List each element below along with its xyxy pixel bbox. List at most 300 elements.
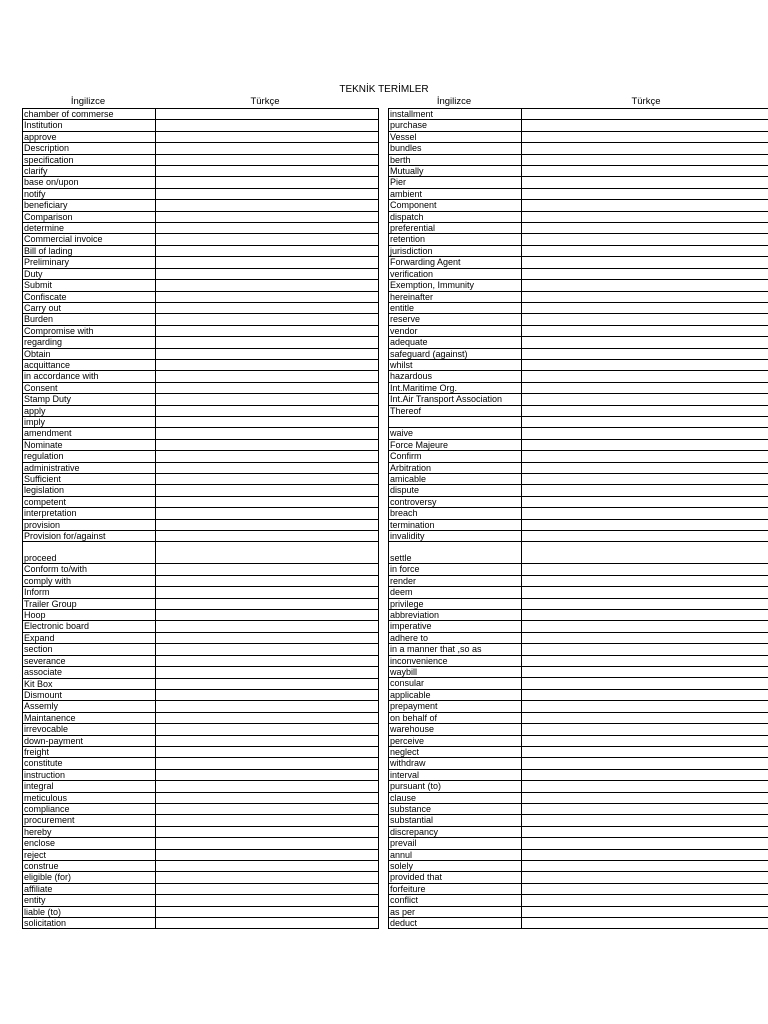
turkish-translation-cell[interactable]: [521, 348, 768, 359]
turkish-translation-cell[interactable]: [521, 598, 768, 609]
turkish-translation-cell[interactable]: [156, 211, 379, 222]
turkish-translation-cell[interactable]: [156, 724, 379, 735]
table-row: [23, 177, 379, 188]
turkish-translation-cell[interactable]: [156, 872, 379, 883]
english-term-cell: Maintanence: [23, 712, 156, 723]
english-term-cell: enclose: [23, 838, 156, 849]
turkish-translation-cell[interactable]: [521, 610, 768, 621]
turkish-translation-cell[interactable]: [156, 803, 379, 814]
turkish-translation-cell[interactable]: [156, 314, 379, 325]
table-row: [389, 394, 768, 405]
table-row: [389, 371, 768, 382]
english-term-cell: Int.Air Transport Association: [389, 394, 522, 405]
turkish-translation-cell[interactable]: [156, 758, 379, 769]
turkish-translation-cell[interactable]: [156, 177, 379, 188]
turkish-translation-cell[interactable]: [521, 257, 768, 268]
table-row: [389, 564, 768, 575]
table-row: [389, 519, 768, 530]
english-term-cell: amendment: [23, 428, 156, 439]
turkish-translation-cell[interactable]: [156, 348, 379, 359]
turkish-translation-cell[interactable]: [521, 689, 768, 700]
turkish-translation-cell[interactable]: [521, 302, 768, 313]
turkish-translation-cell[interactable]: [156, 302, 379, 313]
table-row: [389, 724, 768, 735]
table-row: [389, 302, 768, 313]
turkish-translation-cell[interactable]: [521, 531, 768, 542]
turkish-translation-cell[interactable]: [521, 895, 768, 906]
turkish-translation-cell[interactable]: [521, 428, 768, 439]
page-title: TEKNİK TERİMLER: [339, 84, 429, 95]
table-row: [389, 143, 768, 154]
english-term-cell: associate: [23, 667, 156, 678]
english-term-cell: proceed: [23, 542, 156, 564]
table-row: [23, 883, 379, 894]
english-term-cell: vendor: [389, 325, 522, 336]
turkish-translation-cell[interactable]: [521, 758, 768, 769]
table-row: [389, 166, 768, 177]
english-term-cell: apply: [23, 405, 156, 416]
turkish-translation-cell[interactable]: [156, 667, 379, 678]
left-column-headers: [22, 96, 379, 108]
table-row: [23, 769, 379, 780]
english-term-cell: in a manner that ,so as: [389, 644, 522, 655]
turkish-translation-cell[interactable]: [521, 462, 768, 473]
table-row: [23, 371, 379, 382]
english-term-cell: Inform: [23, 587, 156, 598]
english-term-cell: beneficiary: [23, 200, 156, 211]
table-row: [23, 348, 379, 359]
turkish-translation-cell[interactable]: [521, 587, 768, 598]
english-term-cell: amicable: [389, 473, 522, 484]
turkish-translation-cell[interactable]: [156, 861, 379, 872]
turkish-translation-cell[interactable]: [156, 587, 379, 598]
english-term-cell: Stamp Duty: [23, 394, 156, 405]
turkish-translation-cell[interactable]: [156, 531, 379, 542]
table-row: [23, 268, 379, 279]
table-row: [23, 918, 379, 929]
english-term-cell: meticulous: [23, 792, 156, 803]
left-terms-table: [22, 108, 379, 929]
english-term-cell: reject: [23, 849, 156, 860]
english-term-cell: prepayment: [389, 701, 522, 712]
english-term-cell: Vessel: [389, 131, 522, 142]
turkish-translation-cell[interactable]: [156, 280, 379, 291]
english-term-cell: waive: [389, 428, 522, 439]
turkish-translation-cell[interactable]: [521, 872, 768, 883]
english-term-cell: Confiscate: [23, 291, 156, 302]
left-glossary-block: [22, 96, 379, 929]
english-term-cell: as per: [389, 906, 522, 917]
english-term-cell: Provision for/against: [23, 531, 156, 542]
table-row: [389, 644, 768, 655]
turkish-translation-cell[interactable]: [521, 245, 768, 256]
turkish-translation-cell[interactable]: [521, 337, 768, 348]
english-term-cell: clause: [389, 792, 522, 803]
turkish-translation-cell[interactable]: [521, 154, 768, 165]
turkish-translation-cell[interactable]: [521, 575, 768, 586]
english-term-cell: Assemly: [23, 701, 156, 712]
turkish-translation-cell[interactable]: [156, 689, 379, 700]
turkish-translation-cell[interactable]: [156, 451, 379, 462]
turkish-translation-cell[interactable]: [156, 678, 379, 689]
english-term-cell: section: [23, 644, 156, 655]
table-row: [23, 109, 379, 120]
table-row: [23, 211, 379, 222]
turkish-translation-cell[interactable]: [521, 906, 768, 917]
table-row: [23, 531, 379, 542]
table-row: [389, 895, 768, 906]
english-term-cell: deduct: [389, 918, 522, 929]
turkish-translation-cell[interactable]: [156, 143, 379, 154]
turkish-translation-cell[interactable]: [156, 428, 379, 439]
english-term-cell: substance: [389, 803, 522, 814]
turkish-translation-cell[interactable]: [521, 519, 768, 530]
turkish-translation-cell[interactable]: [521, 211, 768, 222]
english-term-cell: purchase: [389, 120, 522, 131]
turkish-translation-cell[interactable]: [521, 291, 768, 302]
turkish-translation-cell[interactable]: [156, 154, 379, 165]
turkish-translation-cell[interactable]: [521, 371, 768, 382]
table-row: [23, 701, 379, 712]
turkish-translation-cell[interactable]: [521, 280, 768, 291]
turkish-translation-cell[interactable]: [156, 234, 379, 245]
english-term-cell: controversy: [389, 496, 522, 507]
turkish-translation-cell[interactable]: [521, 621, 768, 632]
turkish-translation-cell[interactable]: [156, 474, 379, 485]
turkish-translation-cell[interactable]: [156, 337, 379, 348]
turkish-translation-cell[interactable]: [521, 781, 768, 792]
english-term-cell: determine: [23, 223, 156, 234]
turkish-translation-cell[interactable]: [521, 223, 768, 234]
turkish-translation-cell[interactable]: [521, 803, 768, 814]
table-row: [23, 689, 379, 700]
turkish-translation-cell[interactable]: [521, 701, 768, 712]
table-row: [23, 575, 379, 586]
turkish-translation-cell[interactable]: [156, 131, 379, 142]
turkish-translation-cell[interactable]: [521, 394, 768, 405]
table-row: [389, 769, 768, 780]
turkish-translation-cell[interactable]: [156, 621, 379, 632]
table-row: [389, 496, 768, 507]
table-row: [23, 792, 379, 803]
turkish-translation-cell[interactable]: [156, 109, 379, 120]
english-term-cell: verification: [389, 268, 522, 279]
turkish-translation-cell[interactable]: [521, 678, 768, 689]
english-term-cell: dispatch: [389, 211, 522, 222]
english-term-cell: in force: [389, 564, 522, 575]
turkish-translation-cell[interactable]: [156, 735, 379, 746]
turkish-translation-cell[interactable]: [521, 473, 768, 484]
turkish-translation-cell[interactable]: [156, 575, 379, 586]
english-term-cell: Submit: [23, 280, 156, 291]
turkish-translation-cell[interactable]: [521, 166, 768, 177]
turkish-translation-cell[interactable]: [156, 188, 379, 199]
turkish-translation-cell[interactable]: [156, 405, 379, 416]
english-term-cell: liable (to): [23, 906, 156, 917]
turkish-translation-cell[interactable]: [156, 223, 379, 234]
table-row: [389, 257, 768, 268]
table-row: [23, 405, 379, 416]
turkish-translation-cell[interactable]: [156, 826, 379, 837]
turkish-translation-cell[interactable]: [521, 724, 768, 735]
english-term-cell: on behalf of: [389, 712, 522, 723]
table-row: [23, 188, 379, 199]
turkish-translation-cell[interactable]: [156, 166, 379, 177]
english-term-cell: Institution: [23, 120, 156, 131]
turkish-translation-cell[interactable]: [156, 268, 379, 279]
table-row: [23, 598, 379, 609]
turkish-translation-cell[interactable]: [521, 918, 768, 929]
turkish-translation-cell[interactable]: [156, 245, 379, 256]
turkish-translation-cell[interactable]: [521, 769, 768, 780]
table-row: [389, 120, 768, 131]
turkish-translation-cell[interactable]: [156, 883, 379, 894]
table-row: [389, 325, 768, 336]
table-row: [23, 781, 379, 792]
english-term-cell: severance: [23, 655, 156, 666]
turkish-translation-cell[interactable]: [521, 792, 768, 803]
turkish-translation-cell[interactable]: [156, 382, 379, 393]
turkish-translation-cell[interactable]: [521, 826, 768, 837]
turkish-translation-cell[interactable]: [156, 439, 379, 450]
turkish-translation-cell[interactable]: [521, 644, 768, 655]
table-row: [389, 291, 768, 302]
turkish-translation-cell[interactable]: [521, 508, 768, 519]
english-term-cell: retention: [389, 234, 522, 245]
english-term-cell: interval: [389, 769, 522, 780]
turkish-translation-cell[interactable]: [521, 325, 768, 336]
right-terms-table: [388, 108, 768, 929]
turkish-translation-cell[interactable]: [156, 701, 379, 712]
turkish-translation-cell[interactable]: [521, 120, 768, 131]
turkish-translation-cell[interactable]: [521, 268, 768, 279]
english-term-cell: compliance: [23, 803, 156, 814]
turkish-translation-cell[interactable]: [521, 632, 768, 643]
turkish-translation-cell[interactable]: [156, 655, 379, 666]
table-row: [389, 632, 768, 643]
turkish-translation-cell[interactable]: [156, 838, 379, 849]
english-term-cell: waybill: [389, 667, 522, 678]
table-row: [389, 803, 768, 814]
turkish-translation-cell[interactable]: [521, 451, 768, 462]
turkish-translation-cell[interactable]: [521, 382, 768, 393]
turkish-translation-cell[interactable]: [521, 815, 768, 826]
turkish-translation-cell[interactable]: [156, 416, 379, 427]
turkish-translation-cell[interactable]: [156, 746, 379, 757]
english-term-cell: imperative: [389, 621, 522, 632]
turkish-translation-cell[interactable]: [521, 131, 768, 142]
table-row: [23, 451, 379, 462]
table-row: [23, 542, 379, 564]
turkish-translation-cell[interactable]: [521, 883, 768, 894]
table-row: [23, 861, 379, 872]
turkish-translation-cell[interactable]: [156, 564, 379, 575]
turkish-translation-cell[interactable]: [521, 838, 768, 849]
english-term-cell: substantial: [389, 815, 522, 826]
english-term-cell: comply with: [23, 575, 156, 586]
turkish-translation-cell[interactable]: [156, 485, 379, 496]
turkish-translation-cell[interactable]: [156, 792, 379, 803]
turkish-translation-cell[interactable]: [156, 610, 379, 621]
table-row: [23, 815, 379, 826]
turkish-translation-cell[interactable]: [156, 644, 379, 655]
english-term-cell: consular: [389, 678, 522, 689]
english-term-cell: Int.Maritime Org.: [389, 382, 522, 393]
english-term-cell: freight: [23, 746, 156, 757]
english-term-cell: Thereof: [389, 405, 522, 416]
turkish-translation-cell[interactable]: [521, 177, 768, 188]
turkish-translation-cell[interactable]: [521, 860, 768, 871]
table-row: [389, 918, 768, 929]
table-row: [23, 632, 379, 643]
table-row: [389, 348, 768, 359]
turkish-translation-cell[interactable]: [156, 394, 379, 405]
english-term-cell: Duty: [23, 268, 156, 279]
turkish-translation-cell[interactable]: [521, 485, 768, 496]
table-row: [389, 610, 768, 621]
english-term-cell: Sufficient: [23, 474, 156, 485]
turkish-translation-cell[interactable]: [156, 712, 379, 723]
table-row: [389, 667, 768, 678]
table-row: [389, 451, 768, 462]
turkish-translation-cell[interactable]: [156, 542, 379, 564]
table-row: [389, 758, 768, 769]
table-row: [23, 519, 379, 530]
english-term-cell: regarding: [23, 337, 156, 348]
table-row: [389, 234, 768, 245]
english-term-cell: safeguard (against): [389, 348, 522, 359]
turkish-translation-cell[interactable]: [156, 849, 379, 860]
turkish-translation-cell[interactable]: [156, 496, 379, 507]
english-term-cell: hereby: [23, 826, 156, 837]
table-row: [389, 485, 768, 496]
table-row: [389, 280, 768, 291]
table-row: [389, 473, 768, 484]
turkish-column-header: Türkçe: [250, 96, 280, 107]
english-term-cell: Commercial invoice: [23, 234, 156, 245]
turkish-translation-cell[interactable]: [156, 632, 379, 643]
turkish-translation-cell[interactable]: [156, 815, 379, 826]
table-row: [23, 394, 379, 405]
table-row: [389, 860, 768, 871]
english-term-cell: breach: [389, 508, 522, 519]
english-term-cell: dispute: [389, 485, 522, 496]
english-term-cell: Confirm: [389, 451, 522, 462]
turkish-translation-cell[interactable]: [521, 564, 768, 575]
turkish-translation-cell[interactable]: [521, 849, 768, 860]
table-row: [389, 223, 768, 234]
english-term-cell: Exemption, Immunity: [389, 280, 522, 291]
turkish-translation-cell[interactable]: [521, 359, 768, 370]
english-term-cell: base on/upon: [23, 177, 156, 188]
english-term-cell: Conform to/with: [23, 564, 156, 575]
turkish-translation-cell[interactable]: [156, 519, 379, 530]
turkish-translation-cell[interactable]: [156, 462, 379, 473]
table-row: [23, 245, 379, 256]
english-term-cell: Compromise with: [23, 325, 156, 336]
turkish-translation-cell[interactable]: [521, 416, 768, 427]
english-term-cell: Nominate: [23, 439, 156, 450]
turkish-translation-cell[interactable]: [521, 314, 768, 325]
turkish-translation-cell[interactable]: [156, 257, 379, 268]
table-row: [389, 508, 768, 519]
english-term-cell: Comparison: [23, 211, 156, 222]
english-term-cell: annul: [389, 849, 522, 860]
english-term-cell: Carry out: [23, 302, 156, 313]
turkish-translation-cell[interactable]: [521, 143, 768, 154]
table-row: [389, 359, 768, 370]
english-term-cell: imply: [23, 416, 156, 427]
english-term-cell: hereinafter: [389, 291, 522, 302]
turkish-translation-cell[interactable]: [521, 405, 768, 416]
turkish-translation-cell[interactable]: [156, 906, 379, 917]
turkish-translation-cell[interactable]: [521, 496, 768, 507]
turkish-translation-cell[interactable]: [521, 712, 768, 723]
turkish-translation-cell[interactable]: [156, 781, 379, 792]
turkish-translation-cell[interactable]: [156, 200, 379, 211]
table-row: [389, 531, 768, 542]
turkish-translation-cell[interactable]: [521, 439, 768, 450]
english-term-cell: Component: [389, 200, 522, 211]
table-row: [23, 234, 379, 245]
table-row: [23, 325, 379, 336]
english-term-cell: entitle: [389, 302, 522, 313]
english-term-cell: notify: [23, 188, 156, 199]
english-term-cell: procurement: [23, 815, 156, 826]
english-term-cell: Consent: [23, 382, 156, 393]
table-row: [389, 382, 768, 393]
turkish-translation-cell[interactable]: [156, 895, 379, 906]
table-row: [23, 849, 379, 860]
turkish-translation-cell[interactable]: [156, 769, 379, 780]
english-term-cell: perceive: [389, 735, 522, 746]
turkish-translation-cell[interactable]: [521, 735, 768, 746]
turkish-translation-cell[interactable]: [156, 325, 379, 336]
english-term-cell: construe: [23, 861, 156, 872]
table-row: [389, 621, 768, 632]
turkish-translation-cell[interactable]: [156, 598, 379, 609]
turkish-translation-cell[interactable]: [521, 188, 768, 199]
turkish-translation-cell[interactable]: [156, 291, 379, 302]
english-term-cell: withdraw: [389, 758, 522, 769]
turkish-translation-cell[interactable]: [156, 371, 379, 382]
table-row: [389, 462, 768, 473]
turkish-translation-cell[interactable]: [521, 655, 768, 666]
turkish-translation-cell[interactable]: [521, 746, 768, 757]
turkish-translation-cell[interactable]: [156, 508, 379, 519]
turkish-translation-cell[interactable]: [156, 359, 379, 370]
turkish-translation-cell[interactable]: [156, 120, 379, 131]
turkish-translation-cell[interactable]: [521, 542, 768, 564]
turkish-translation-cell[interactable]: [156, 918, 379, 929]
english-term-cell: neglect: [389, 746, 522, 757]
table-row: [389, 689, 768, 700]
table-row: [23, 746, 379, 757]
turkish-column-header: Türkçe: [631, 96, 661, 107]
turkish-translation-cell[interactable]: [521, 200, 768, 211]
table-row: [389, 211, 768, 222]
table-row: [23, 838, 379, 849]
table-row: [23, 655, 379, 666]
table-row: [23, 131, 379, 142]
turkish-translation-cell[interactable]: [521, 234, 768, 245]
table-row: [23, 758, 379, 769]
english-term-cell: in accordance with: [23, 371, 156, 382]
turkish-translation-cell[interactable]: [521, 667, 768, 678]
turkish-translation-cell[interactable]: [521, 109, 768, 120]
english-term-cell: provided that: [389, 872, 522, 883]
english-term-cell: reserve: [389, 314, 522, 325]
